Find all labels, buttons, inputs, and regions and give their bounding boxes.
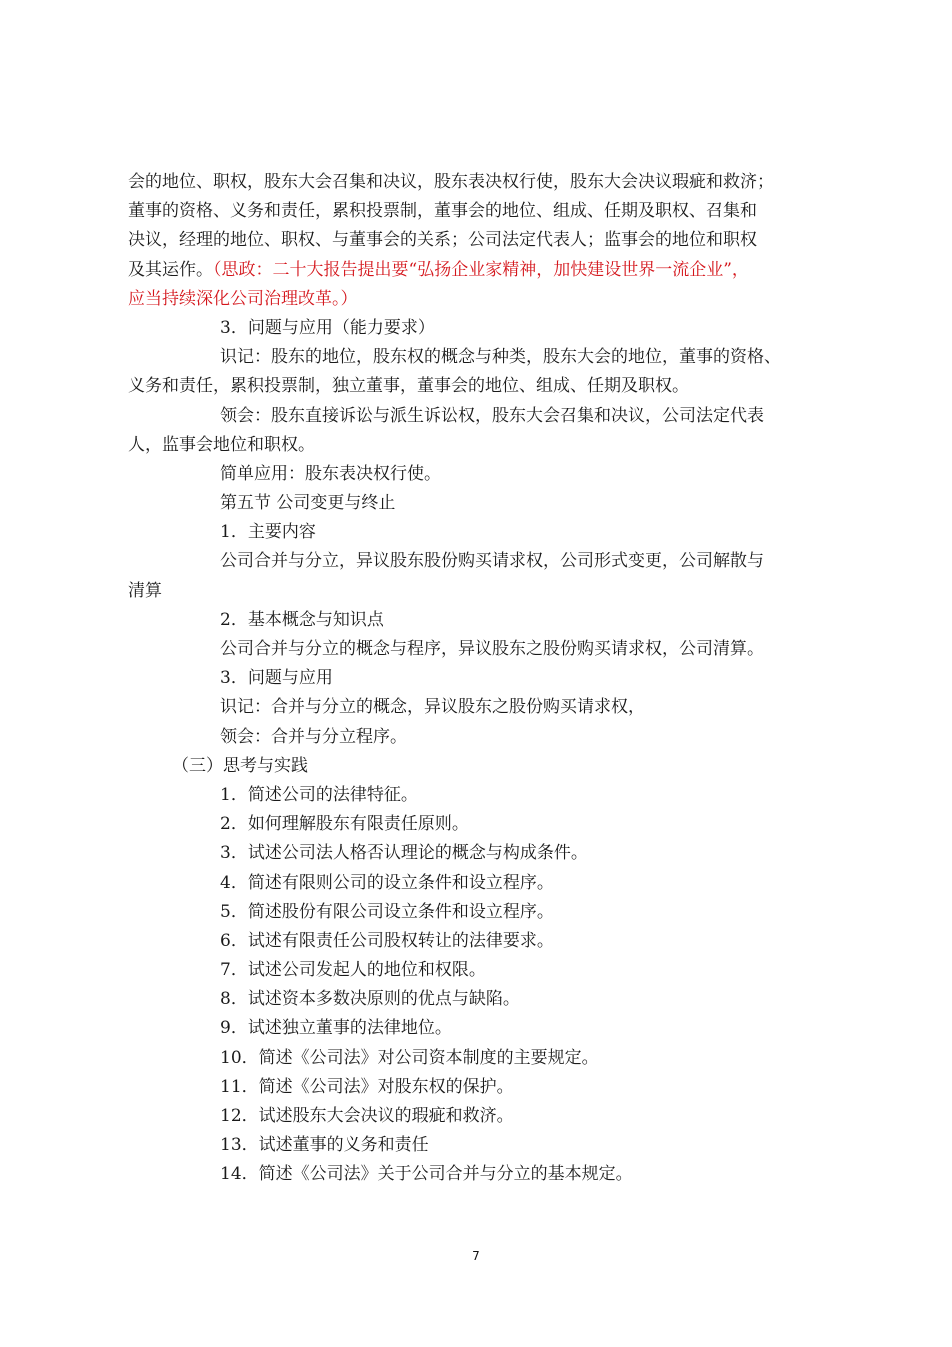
ideology-note: 应当持续深化公司治理改革。） — [128, 288, 358, 309]
section-heading: 1．主要内容 — [220, 522, 316, 543]
question-item: 13．试述董事的义务和责任 — [220, 1135, 429, 1156]
paragraph-line: 识记：合并与分立的概念，异议股东之股份购买请求权， — [220, 697, 645, 718]
paragraph-line: 简单应用：股东表决权行使。 — [220, 463, 441, 484]
question-item: 1．简述公司的法律特征。 — [220, 784, 418, 805]
section-title: 第五节 公司变更与终止 — [220, 493, 396, 514]
paragraph-line: 人，监事会地位和职权。 — [128, 434, 315, 455]
paragraph-line: 领会：合并与分立程序。 — [220, 726, 407, 747]
paragraph-text: 及其运作。 — [128, 259, 213, 280]
question-item: 3．试述公司法人格否认理论的概念与构成条件。 — [220, 843, 588, 864]
question-item: 10．简述《公司法》对公司资本制度的主要规定。 — [220, 1047, 599, 1068]
paragraph-line: 识记：股东的地位，股东权的概念与种类，股东大会的地位，董事的资格、 — [220, 347, 781, 368]
page-number: 7 — [472, 1249, 480, 1263]
paragraph-line: 清算 — [128, 580, 162, 601]
question-item: 9．试述独立董事的法律地位。 — [220, 1018, 452, 1039]
section-heading: 3．问题与应用 — [220, 668, 333, 689]
paragraph-line: 董事的资格、义务和责任，累积投票制，董事会的地位、组成、任期及职权、召集和 — [128, 201, 757, 222]
question-item: 8．试述资本多数决原则的优点与缺陷。 — [220, 989, 520, 1010]
body-text — [128, 168, 840, 1190]
paragraph-line: 决议，经理的地位、职权、与董事会的关系；公司法定代表人；监事会的地位和职权 — [128, 230, 757, 251]
ideology-note: （思政：二十大报告提出要“弘扬企业家精神，加快建设世界一流企业”， — [213, 259, 749, 280]
paragraph-line: 公司合并与分立的概念与程序，异议股东之股份购买请求权，公司清算。 — [220, 639, 764, 659]
question-item: 12．试述股东大会决议的瑕疵和救济。 — [220, 1106, 514, 1126]
question-item: 7．试述公司发起人的地位和权限。 — [220, 960, 486, 981]
question-item: 2．如何理解股东有限责任原则。 — [220, 814, 469, 835]
paragraph-line: 会的地位、职权，股东大会召集和决议，股东表决权行使，股东大会决议瑕疵和救济； — [128, 172, 774, 192]
question-item: 6．试述有限责任公司股权转让的法律要求。 — [220, 930, 554, 951]
paragraph-line: 领会：股东直接诉讼与派生诉讼权，股东大会召集和决议，公司法定代表 — [220, 405, 764, 426]
practice-heading: （三）思考与实践 — [172, 755, 308, 776]
paragraph-line — [128, 256, 840, 285]
section-heading: 3．问题与应用（能力要求） — [220, 317, 435, 338]
paragraph-line: 义务和责任，累积投票制，独立董事，董事会的地位、组成、任期及职权。 — [128, 376, 689, 397]
section-heading: 2．基本概念与知识点 — [220, 609, 384, 630]
question-item: 5．简述股份有限公司设立条件和设立程序。 — [220, 901, 554, 922]
question-item: 14．简述《公司法》关于公司合并与分立的基本规定。 — [220, 1164, 633, 1185]
paragraph-line: 公司合并与分立，异议股东股份购买请求权，公司形式变更，公司解散与 — [220, 551, 764, 572]
question-item: 11．简述《公司法》对股东权的保护。 — [220, 1076, 514, 1097]
question-item: 4．简述有限则公司的设立条件和设立程序。 — [220, 872, 554, 893]
